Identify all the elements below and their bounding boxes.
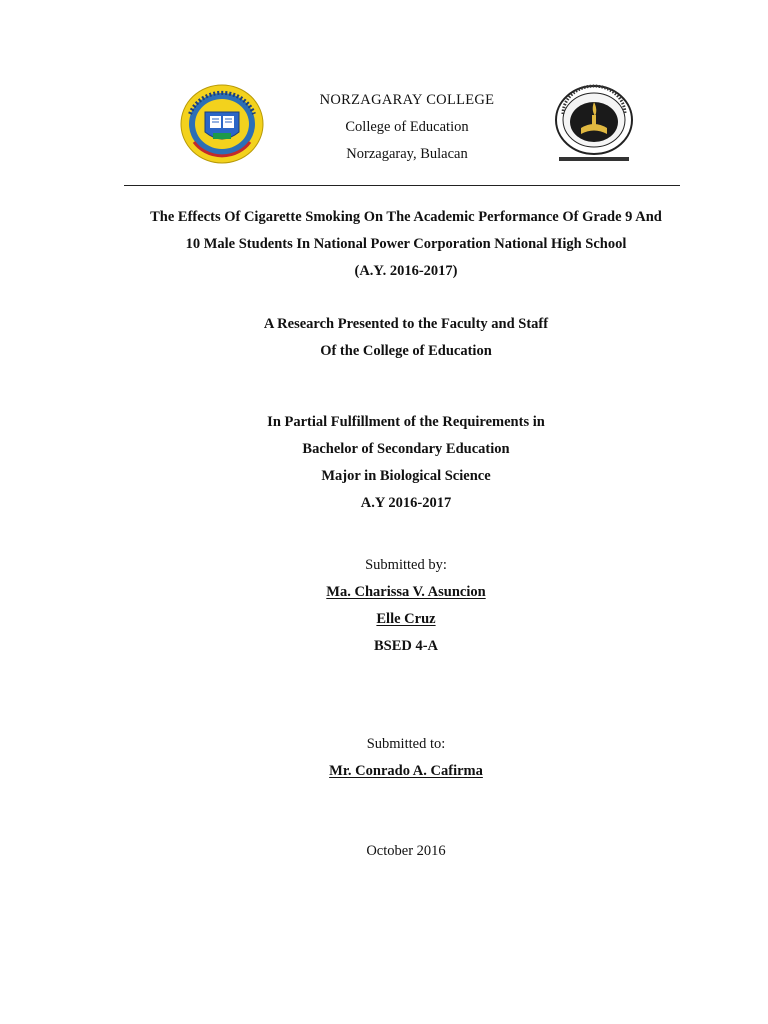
thesis-title-line-1: The Effects Of Cigarette Smoking On The Academic Performance Of Grade 9 And bbox=[150, 209, 662, 225]
research-statement-line-2: Of the College of Education bbox=[320, 343, 492, 359]
degree-name: Bachelor of Secondary Education bbox=[302, 441, 510, 457]
adviser-name: Mr. Conrado A. Cafirma bbox=[329, 763, 483, 779]
author-name-1: Ma. Charissa V. Asuncion bbox=[326, 584, 486, 600]
thesis-title-line-2: 10 Male Students In National Power Corporation National High School bbox=[185, 236, 627, 252]
author-name bbox=[64, 584, 748, 601]
thesis-academic-year: (A.Y. 2016-2017) bbox=[354, 263, 458, 279]
college-address: Norzagaray, Bulacan bbox=[346, 146, 468, 162]
college-of-education-seal-icon bbox=[551, 84, 637, 164]
submitted-by-label: Submitted by: bbox=[365, 557, 447, 573]
author-name-2: Elle Cruz bbox=[376, 611, 436, 627]
research-statement-line-1: A Research Presented to the Faculty and Staff bbox=[263, 316, 549, 332]
submission-date: October 2016 bbox=[366, 843, 446, 859]
header-divider bbox=[124, 185, 680, 186]
fulfillment-line-1: In Partial Fulfillment of the Requirements in bbox=[267, 414, 545, 430]
submitted-to-label: Submitted to: bbox=[366, 736, 446, 752]
fulfillment-academic-year: A.Y 2016-2017 bbox=[360, 495, 452, 511]
author-name bbox=[64, 611, 748, 628]
adviser-line bbox=[64, 763, 748, 780]
major-name: Major in Biological Science bbox=[321, 468, 491, 484]
college-department: College of Education bbox=[345, 119, 469, 135]
college-name: NORZAGARAY COLLEGE bbox=[319, 92, 495, 108]
course-section: BSED 4-A bbox=[373, 638, 439, 654]
